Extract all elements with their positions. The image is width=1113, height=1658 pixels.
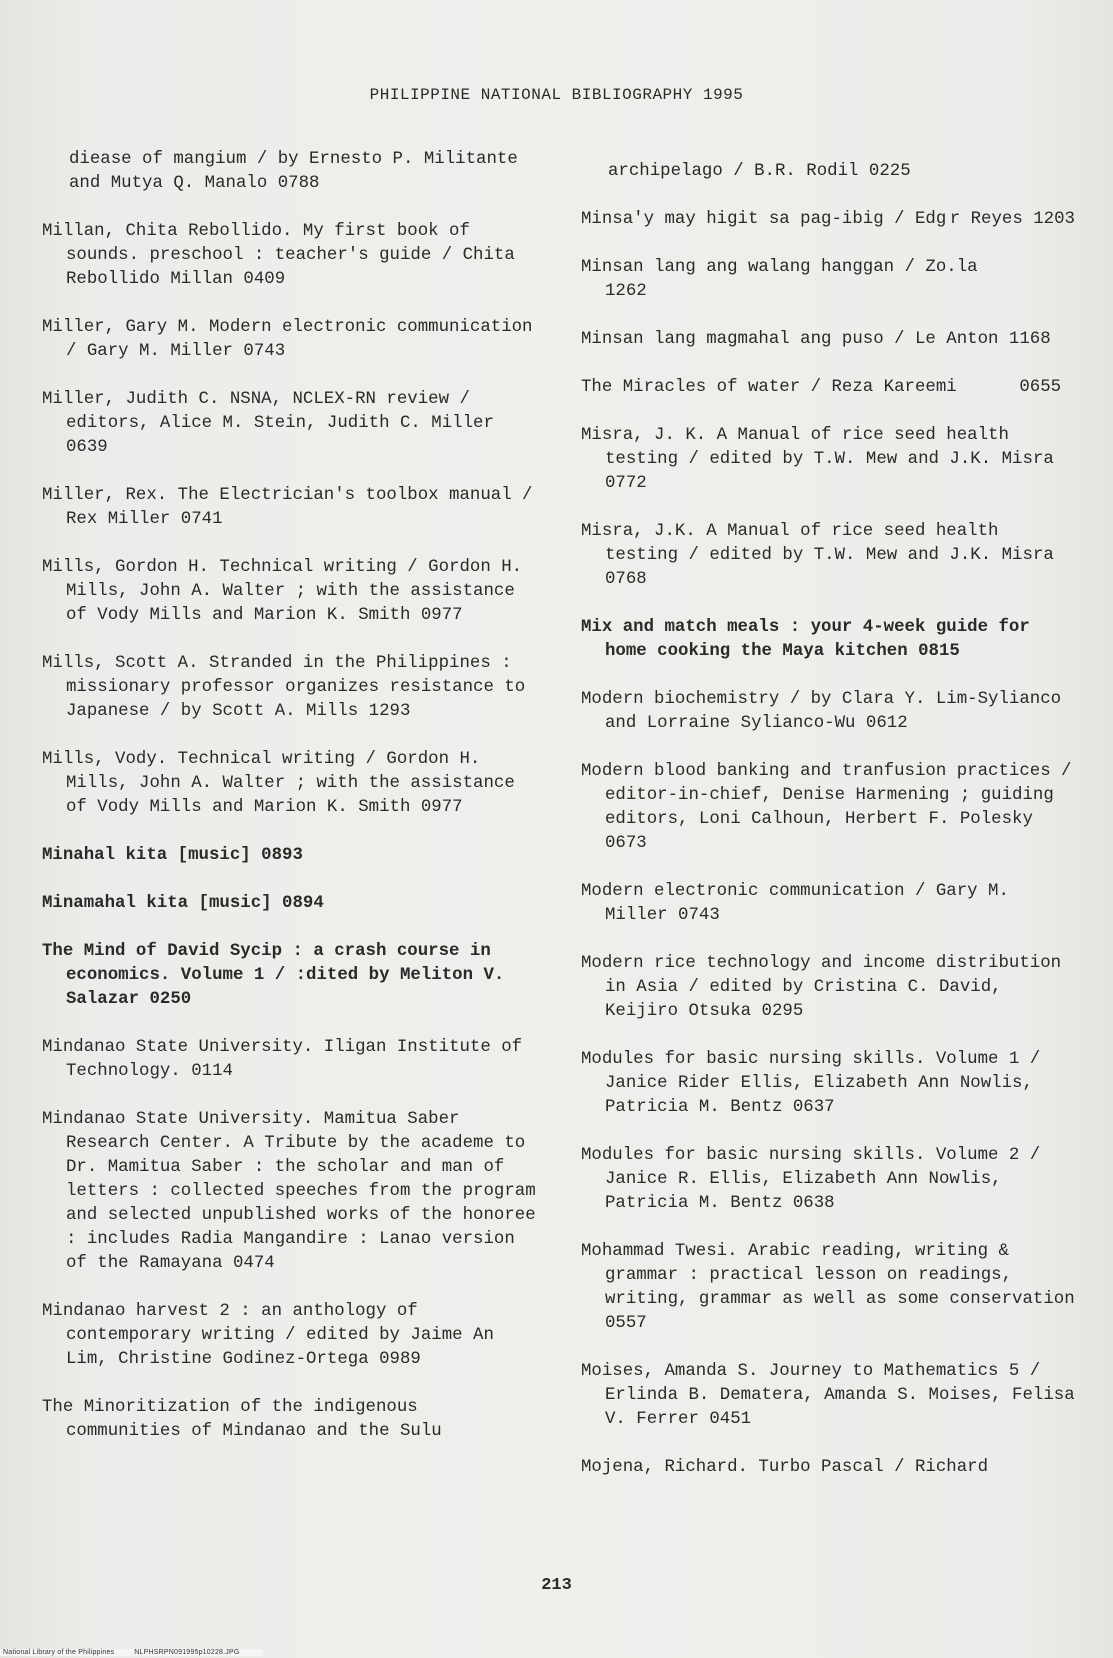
left-column [42, 148, 547, 1468]
bibliography-entry: Misra, J.K. A Manual of rice seed health testing / edited by T.W. Mew and J.K. Misra 0768 [581, 522, 1065, 589]
bibliography-entry: diease of mangium / by Ernesto P. Militante and Mutya Q. Manalo 0788 [69, 150, 529, 193]
bibliography-entry: Mills, Scott A. Stranded in the Philippines : missionary professor organizes resistance to Japanese / by Scott A. Mills 1293 [42, 654, 536, 721]
bibliography-entry: Modern blood banking and tranfusion practices / editor-in-chief, Denise Harmening ; guiding editors, Loni Calhoun, Herbert F. Polesky 0673 [581, 762, 1082, 853]
page-number: 213 [541, 1576, 572, 1595]
bibliography-entry: Modern rice technology and income distribution in Asia / edited by Cristina C. David, Keijiro Otsuka 0295 [581, 954, 1072, 1021]
bibliography-entry: Millan, Chita Rebollido. My first book of sounds. preschool : teacher's guide / Chita Rebollido Millan 0409 [42, 222, 526, 289]
bibliography-entry: Mindanao harvest 2 : an anthology of contemporary writing / edited by Jaime An Lim, Christine Godinez-Ortega 0989 [42, 1302, 505, 1369]
bibliography-entry: Mills, Gordon H. Technical writing / Gordon H. Mills, John A. Walter ; with the assistance of Vody Mills and Marion K. Smith 0977 [42, 558, 533, 625]
bibliography-entry: archipelago / B.R. Rodil 0225 [608, 162, 911, 181]
bibliography-entry: Minamahal kita [music] 0894 [42, 894, 324, 913]
scan-footer [0, 1649, 263, 1656]
bibliography-entry: The Minoritization of the indigenous communities of Mindanao and the Sulu [42, 1398, 442, 1441]
bibliography-entry: Minahal kita [music] 0893 [42, 846, 303, 865]
bibliography-entry: Mix and match meals : your 4-week guide for home cooking the Maya kitchen 0815 [581, 618, 1041, 661]
bibliography-entry: Mills, Vody. Technical writing / Gordon H. Mills, John A. Walter ; with the assistance of Vody Mills and Marion K. Smith 0977 [42, 750, 526, 817]
bibliography-entry: Modules for basic nursing skills. Volume 2 / Janice R. Ellis, Elizabeth Ann Nowlis, Patricia M. Bentz 0638 [581, 1146, 1051, 1213]
bibliography-entry: Miller, Judith C. NSNA, NCLEX-RN review / editors, Alice M. Stein, Judith C. Miller 0639 [42, 390, 505, 457]
bibliography-entry: Modern biochemistry / by Clara Y. Lim-Sylianco and Lorraine Sylianco-Wu 0612 [581, 690, 1072, 733]
running-title: PHILIPPINE NATIONAL BIBLIOGRAPHY 1995 [369, 86, 744, 104]
bibliography-entry: Misra, J. K. A Manual of rice seed health testing / edited by T.W. Mew and J.K. Misra 0772 [581, 426, 1065, 493]
bibliography-entry: Minsa'y may higit sa pag-ibig / Edg r Reyes 1203 [581, 210, 1075, 229]
bibliography-entry: Modern electronic communication / Gary M. Miller 0743 [581, 882, 1020, 925]
bibliography-entry: Mohammad Twesi. Arabic reading, writing & grammar : practical lesson on readings, writing, grammar as well as some conservation 0557 [581, 1242, 1086, 1333]
bibliography-entry: Mojena, Richard. Turbo Pascal / Richard [581, 1458, 989, 1477]
bibliography-entry: The Mind of David Sycip : a crash course in economics. Volume 1 / :dited by Meliton V. Salazar 0250 [42, 942, 515, 1009]
bibliography-entry: The Miracles of water / Reza Kareemi 0655 [581, 378, 1062, 397]
bibliography-entry: Mindanao State University. Mamitua Saber Research Center. A Tribute by the academe to Dr. Mamitua Saber : the scholar and man of letters : collected speeches from the program and selected unpublished works of the honoree : includes Radia Mangandire : Lanao version of the Ramayana 0474 [42, 1110, 547, 1273]
bibliography-entry: Miller, Gary M. Modern electronic communication / Gary M. Miller 0743 [42, 318, 543, 361]
bibliography-entry: Modules for basic nursing skills. Volume 1 / Janice Rider Ellis, Elizabeth Ann Nowlis, Patricia M. Bentz 0637 [581, 1050, 1051, 1117]
bibliography-entry: Miller, Rex. The Electrician's toolbox manual / Rex Miller 0741 [42, 486, 543, 529]
right-column [581, 160, 1086, 1504]
bibliography-entry: Mindanao State University. Iligan Institute of Technology. 0114 [42, 1038, 533, 1081]
bibliography-entry: Minsan lang magmahal ang puso / Le Anton 1168 [581, 330, 1051, 349]
image-code: NLPHSRPN091995p10228.JPG [134, 1649, 240, 1656]
bibliography-entry: Moises, Amanda S. Journey to Mathematics 5 / Erlinda B. Dematera, Amanda S. Moises, Felisa V. Ferrer 0451 [581, 1362, 1086, 1429]
bibliography-entry: Minsan lang ang walang hanggan / Zo.la 1262 [581, 258, 1041, 301]
library-credit: National Library of the Philippines [3, 1649, 115, 1656]
